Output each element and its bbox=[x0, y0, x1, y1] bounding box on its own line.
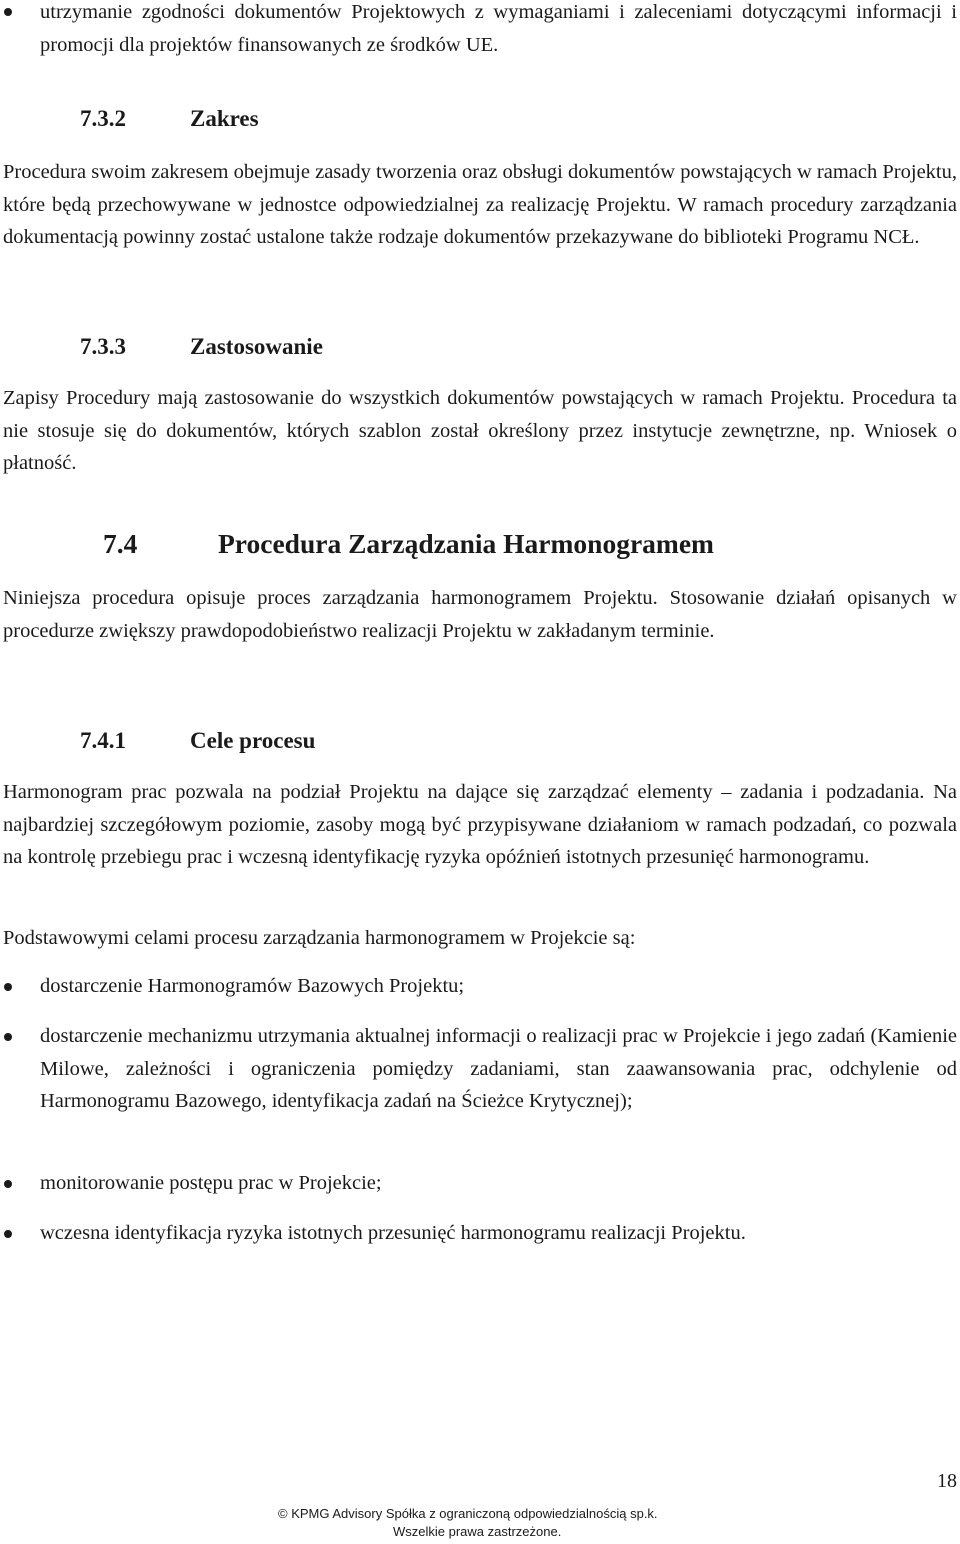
page-number: 18 bbox=[937, 1470, 957, 1492]
top-bullet-text: utrzymanie zgodności dokumentów Projektowych z wymaganiami i zaleceniami dotyczącymi informacji i promocji dla projektów finansowanych ze środków UE. bbox=[40, 1, 957, 56]
section-title: Zakres bbox=[190, 106, 259, 131]
bullet-dot bbox=[4, 1180, 12, 1188]
section-7-3-2-body: Procedura swoim zakresem obejmuje zasady tworzenia oraz obsługi dokumentów powstających w ramach Projektu, które będą przechowywane w jednostce odpowiedzialnej za realizację Projektu. W ramach procedury zarządzania dokumentacją powinny zostać ustalone także rodzaje dokumentów przekazywane do biblioteki Programu NCŁ. bbox=[3, 161, 957, 248]
bullet-dot bbox=[4, 1033, 12, 1041]
section-7-4-body: Niniejsza procedura opisuje proces zarządzania harmonogramem Projektu. Stosowanie działań opisanych w procedurze zwiększy prawdopodobieństwo realizacji Projektu w zakładanym terminie. bbox=[3, 587, 957, 642]
section-title: Cele procesu bbox=[190, 728, 316, 753]
goal-bullet-3: monitorowanie postępu prac w Projekcie; bbox=[40, 1172, 382, 1194]
section-number: 7.4 bbox=[103, 528, 138, 559]
goal-bullet-2: dostarczenie mechanizmu utrzymania aktualnej informacji o realizacji prac w Projekcie i jego zadań (Kamienie Milowe, zależności i ograniczenia pomiędzy zadaniami, stan zaawansowania prac, odchylenie od Harmonogramu Bazowego, identyfikacja zadań na Ścieżce Krytycznej); bbox=[40, 1025, 957, 1112]
section-7-3-3-body: Zapisy Procedury mają zastosowanie do wszystkich dokumentów powstających w ramach Projektu. Procedura ta nie stosuje się do dokumentów, których szablon został określony przez instytucje zewnętrzne, np. Wniosek o płatność. bbox=[3, 387, 957, 474]
footer-copyright: © KPMG Advisory Spółka z ograniczoną odpowiedzialnością sp.k. bbox=[278, 1506, 658, 1521]
footer-rights: Wszelkie prawa zastrzeżone. bbox=[393, 1524, 562, 1539]
section-title: Zastosowanie bbox=[190, 334, 323, 359]
bullet-dot bbox=[4, 983, 12, 991]
section-number: 7.4.1 bbox=[80, 728, 126, 753]
section-7-4-1-intro: Podstawowymi celami procesu zarządzania harmonogramem w Projekcie są: bbox=[3, 927, 636, 949]
bullet-dot bbox=[4, 1230, 12, 1238]
section-title: Procedura Zarządzania Harmonogramem bbox=[218, 528, 714, 559]
section-number: 7.3.2 bbox=[80, 106, 126, 131]
bullet-dot bbox=[4, 8, 12, 16]
goal-bullet-4: wczesna identyfikacja ryzyka istotnych przesunięć harmonogramu realizacji Projektu. bbox=[40, 1222, 746, 1244]
section-number: 7.3.3 bbox=[80, 334, 126, 359]
section-7-4-1-body: Harmonogram prac pozwala na podział Projektu na dające się zarządzać elementy – zadania i podzadania. Na najbardziej szczegółowym poziomie, zasoby mogą być przypisywane działaniom w ramach podzadań, co pozwala na kontrolę przebiegu prac i wczesną identyfikację ryzyka opóźnień istotnych przesunięć harmonogramu. bbox=[3, 781, 957, 868]
goal-bullet-1: dostarczenie Harmonogramów Bazowych Projektu; bbox=[40, 975, 465, 997]
